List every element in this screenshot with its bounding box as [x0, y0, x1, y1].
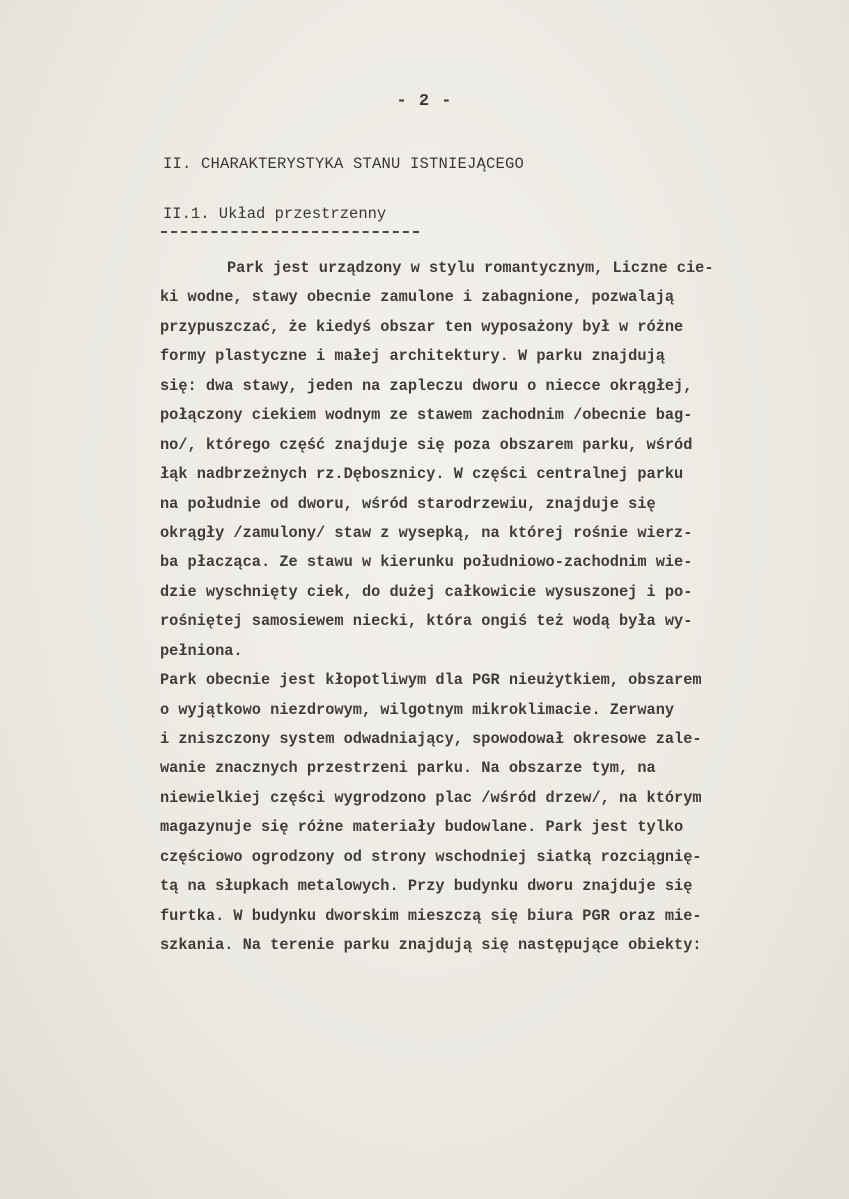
text-line: magazynuje się różne materiały budowlane. Park jest tylko: [160, 818, 684, 837]
text-line: i zniszczony system odwadniający, spowodował okresowe zale-: [160, 730, 702, 748]
text-line: pełniona.: [160, 641, 243, 660]
text-line: Park obecnie jest kłopotliwym dla PGR nieużytkiem, obszarem: [160, 671, 702, 690]
text-line: ki wodne, stawy obecnie zamulone i zabagnione, pozwalają: [160, 288, 675, 307]
text-line: się: dwa stawy, jeden na zapleczu dworu o niecce okrągłej,: [160, 376, 693, 395]
text-line: okrągły /zamulony/ staw z wysepką, na której rośnie wierz-: [160, 523, 693, 542]
text-line: niewielkiej części wygrodzono plac /wśród drzew/, na którym: [160, 788, 702, 807]
text-line: łąk nadbrzeżnych rz.Dęboszniсy. W części centralnej parku: [160, 465, 684, 484]
text-line: furtka. W budynku dworskim mieszczą się biura PGR oraz mie-: [160, 906, 702, 925]
page-number: - 2 -: [396, 92, 453, 111]
text-line: przypuszczać, że kiedyś obszar ten wyposażony był w różne: [160, 317, 684, 336]
section-title: II. CHARAKTERYSTYKA STANU ISTNIEJĄCEGO: [163, 155, 525, 173]
text-line: dzie wyschnięty ciek, do dużej całkowicie wysuszonej i po-: [160, 582, 693, 601]
text-line: Park jest urządzony w stylu romantycznym, Liczne cie-: [227, 259, 714, 277]
text-line: szkania. Na terenie parku znajdują się następujące obiekty:: [160, 936, 702, 955]
text-line: ba płacząca. Ze stawu w kierunku południowo-zachodnim wie-: [160, 553, 693, 572]
text-line: o wyjątkowo niezdrowym, wilgotnym mikroklimacie. Zerwany: [160, 700, 675, 719]
text-line: formy plastyczne i małej architektury. W parku znajdują: [160, 347, 665, 366]
text-line: tą na słupkach metalowych. Przy budynku dworu znajduje się: [160, 877, 693, 896]
text-line: połączony ciekiem wodnym ze stawem zachodnim /obecnie bag-: [160, 406, 693, 425]
text-line: częściowo ogrodzony od strony wschodniej siatką rozciągnię-: [160, 847, 702, 866]
text-line: na południe od dworu, wśród starodrzewiu, znajduje się: [160, 494, 656, 513]
body-text: [160, 254, 796, 961]
text-line: no/, którego część znajduje się poza obszarem parku, wśród: [160, 435, 693, 454]
text-line: wanie znacznych przestrzeni parku. Na obszarze tym, na: [160, 759, 656, 778]
subsection-underline: [161, 231, 419, 233]
text-line: rośniętej samosiewem niecki, która ongiś też wodą była wy-: [160, 612, 693, 631]
subsection-title: II.1. Układ przestrzenny: [163, 205, 387, 223]
